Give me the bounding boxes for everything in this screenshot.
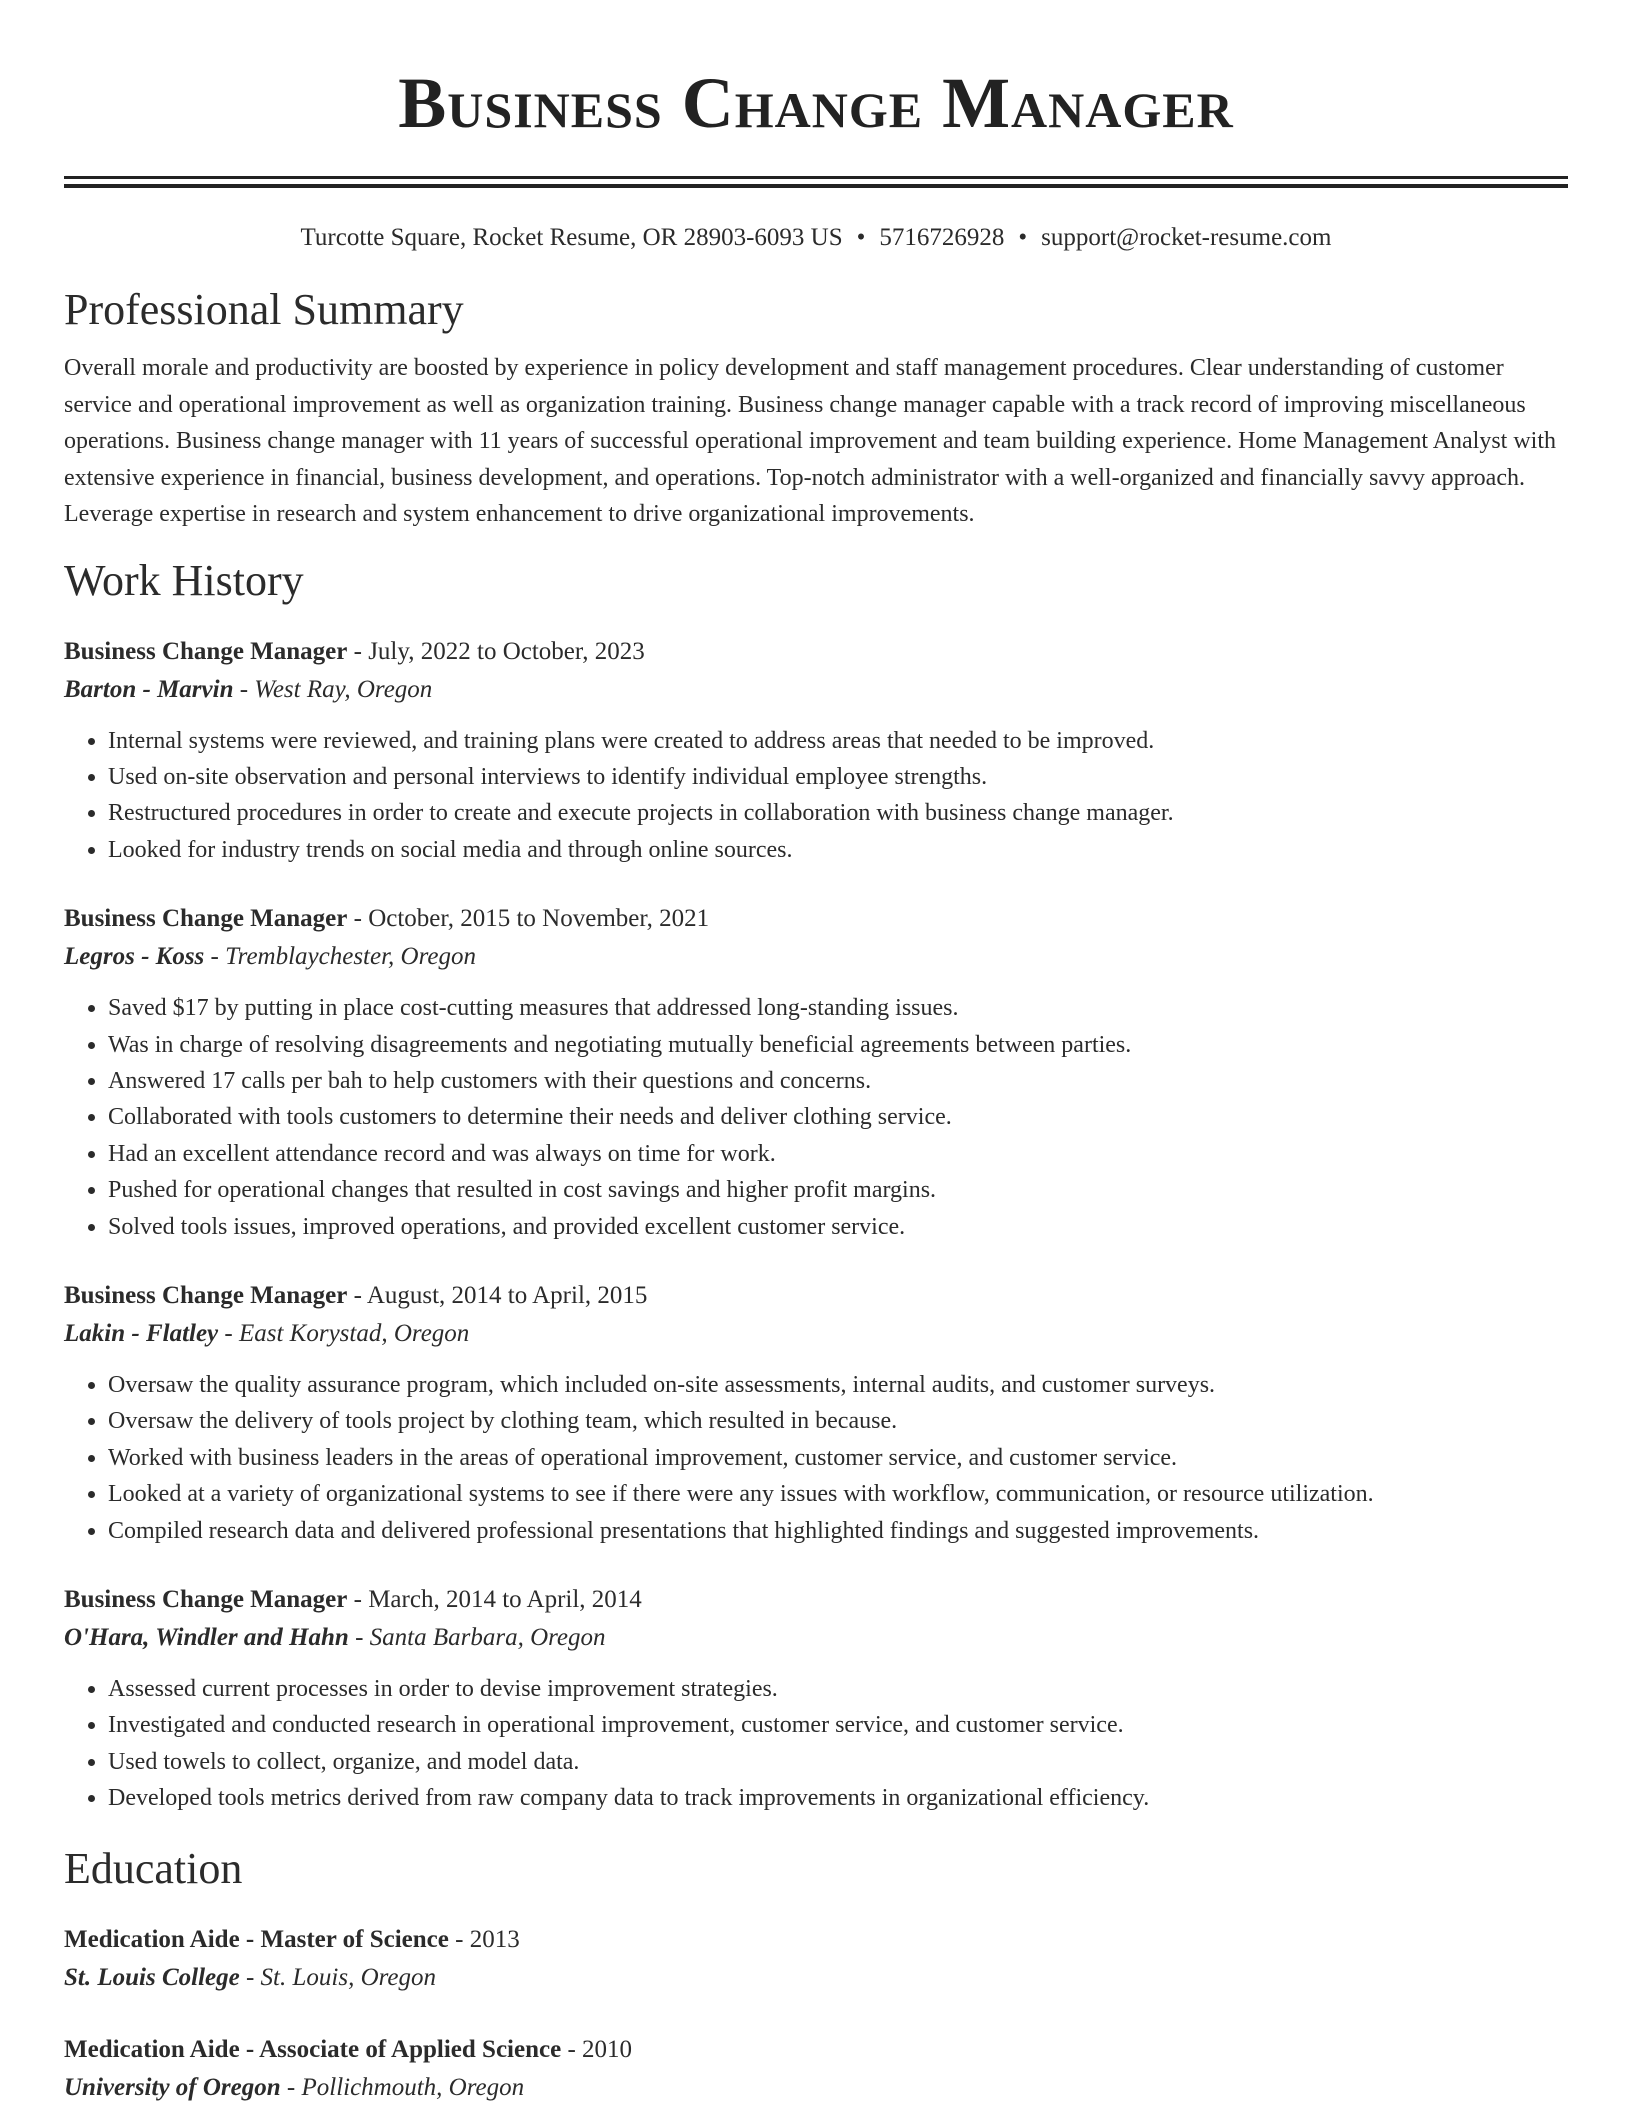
job-employer-line bbox=[64, 671, 1568, 709]
resume-title: Business Change Manager bbox=[398, 63, 1234, 143]
job-bullet: • Assessed current processes in order to devise improvement strategies. bbox=[108, 1671, 1568, 1707]
education-location: - St. Louis, Oregon bbox=[239, 1963, 437, 1991]
job-employer: Lakin - Flatley bbox=[64, 1319, 219, 1347]
job-bullet: • Solved tools issues, improved operations, and provided excellent customer service. bbox=[108, 1209, 1568, 1245]
job-employer: Legros - Koss bbox=[64, 943, 205, 971]
work-history-heading: Work History bbox=[64, 555, 304, 605]
job-header bbox=[64, 633, 1568, 671]
job-location: - East Korystad, Oregon bbox=[218, 1319, 470, 1347]
education-school-line bbox=[64, 1959, 1568, 1997]
job-bullet: • Used towels to collect, organize, and model data. bbox=[108, 1744, 1568, 1780]
job-bullet: • Collaborated with tools customers to determine their needs and deliver clothing service. bbox=[108, 1099, 1568, 1135]
job-bullet: • Investigated and conducted research in operational improvement, customer service, and customer service. bbox=[108, 1707, 1568, 1743]
job-employer-line bbox=[64, 938, 1568, 976]
summary-heading: Professional Summary bbox=[64, 285, 464, 334]
job-dates: - March, 2014 to April, 2014 bbox=[347, 1586, 642, 1613]
job-header bbox=[64, 900, 1568, 938]
job-header bbox=[64, 1277, 1568, 1315]
job-bullet: • Developed tools metrics derived from raw company data to track improvements in organizational efficiency. bbox=[108, 1780, 1568, 1816]
job-bullet: • Saved $17 by putting in place cost-cutting measures that addressed long-standing issues. bbox=[108, 990, 1568, 1026]
education-degree: Medication Aide - Associate of Applied Science bbox=[64, 2035, 562, 2063]
job-title: Business Change Manager bbox=[64, 905, 348, 933]
job-bullet: • Worked with business leaders in the areas of operational improvement, customer service, and customer service. bbox=[108, 1440, 1568, 1476]
education-header bbox=[64, 2031, 1568, 2069]
job-bullet: • Compiled research data and delivered professional presentations that highlighted findings and suggested improvements. bbox=[108, 1513, 1568, 1549]
job-entry bbox=[64, 1277, 1568, 1549]
job-bullet: • Restructured procedures in order to create and execute projects in collaboration with business change manager. bbox=[108, 795, 1568, 831]
resume-page bbox=[64, 0, 1568, 2107]
job-employer-line bbox=[64, 1619, 1568, 1657]
education-location: - Pollichmouth, Oregon bbox=[280, 2073, 525, 2101]
title-rule-top bbox=[64, 176, 1568, 179]
education-entry bbox=[64, 1921, 1568, 1997]
job-dates: - August, 2014 to April, 2015 bbox=[347, 1281, 648, 1309]
title-rule-bottom bbox=[64, 184, 1568, 188]
job-bullet: • Looked at a variety of organizational systems to see if there were any issues with workflow, communication, or resource utilization. bbox=[108, 1476, 1568, 1512]
education-year: - 2010 bbox=[561, 2035, 633, 2063]
job-bullet: • Internal systems were reviewed, and training plans were created to address areas that needed to be improved. bbox=[108, 723, 1568, 759]
job-entry bbox=[64, 900, 1568, 1245]
job-title: Business Change Manager bbox=[64, 637, 348, 665]
job-title: Business Change Manager bbox=[64, 1281, 348, 1309]
contact-email: support@rocket-resume.com bbox=[1041, 224, 1332, 251]
job-bullet: • Used on-site observation and personal interviews to identify individual employee strengths. bbox=[108, 759, 1568, 795]
contact-separator: • bbox=[856, 224, 866, 251]
job-location: - Tremblaychester, Oregon bbox=[204, 943, 477, 971]
education-school: St. Louis College bbox=[64, 1963, 240, 1991]
job-bullets bbox=[64, 1367, 1568, 1549]
job-bullet: • Answered 17 calls per bah to help customers with their questions and concerns. bbox=[108, 1063, 1568, 1099]
education-school-line bbox=[64, 2069, 1568, 2107]
education-school: University of Oregon bbox=[64, 2073, 281, 2101]
education-year: - 2013 bbox=[448, 1925, 520, 1953]
job-employer: O'Hara, Windler and Hahn bbox=[64, 1624, 349, 1651]
job-dates: - October, 2015 to November, 2021 bbox=[347, 905, 710, 933]
job-location: - Santa Barbara, Oregon bbox=[348, 1624, 606, 1651]
job-location: - West Ray, Oregon bbox=[233, 675, 433, 703]
job-header bbox=[64, 1581, 1568, 1619]
job-bullet: • Pushed for operational changes that resulted in cost savings and higher profit margins. bbox=[108, 1172, 1568, 1208]
job-entry bbox=[64, 633, 1568, 869]
job-title: Business Change Manager bbox=[64, 1586, 348, 1613]
summary-text: Overall morale and productivity are boosted by experience in policy development and staff management procedures. Clear understanding of customer service and operational improvement as well as organization training. Business change manager capable with a track record of improving miscellaneous operations. Business change manager with 11 years of successful operational improvement and team building experience. Home Management Analyst with extensive experience in financial, business development, and operations. Top-notch administrator with a well-organized and financially savvy approach. Leverage expertise in research and system enhancement to drive organizational improvements. bbox=[64, 355, 1557, 527]
contact-separator: • bbox=[1018, 224, 1028, 251]
job-dates: - July, 2022 to October, 2023 bbox=[347, 637, 645, 665]
job-bullets bbox=[64, 990, 1568, 1245]
job-bullets bbox=[64, 1671, 1568, 1817]
education-header bbox=[64, 1921, 1568, 1959]
job-entry bbox=[64, 1581, 1568, 1817]
job-bullet: • Had an excellent attendance record and was always on time for work. bbox=[108, 1136, 1568, 1172]
contact-line bbox=[64, 222, 1568, 254]
job-employer: Barton - Marvin bbox=[64, 675, 234, 703]
job-bullet: • Oversaw the delivery of tools project by clothing team, which resulted in because. bbox=[108, 1403, 1568, 1439]
contact-phone: 5716726928 bbox=[879, 224, 1005, 251]
contact-address: Turcotte Square, Rocket Resume, OR 28903-6093 US bbox=[300, 224, 843, 251]
job-bullet: • Looked for industry trends on social media and through online sources. bbox=[108, 832, 1568, 868]
job-bullets bbox=[64, 723, 1568, 869]
education-degree: Medication Aide - Master of Science bbox=[64, 1925, 449, 1953]
job-employer-line bbox=[64, 1315, 1568, 1353]
education-heading: Education bbox=[64, 1843, 243, 1893]
job-bullet: • Was in charge of resolving disagreements and negotiating mutually beneficial agreements between parties. bbox=[108, 1027, 1568, 1063]
job-bullet: • Oversaw the quality assurance program, which included on-site assessments, internal audits, and customer surveys. bbox=[108, 1367, 1568, 1403]
education-entry bbox=[64, 2031, 1568, 2107]
